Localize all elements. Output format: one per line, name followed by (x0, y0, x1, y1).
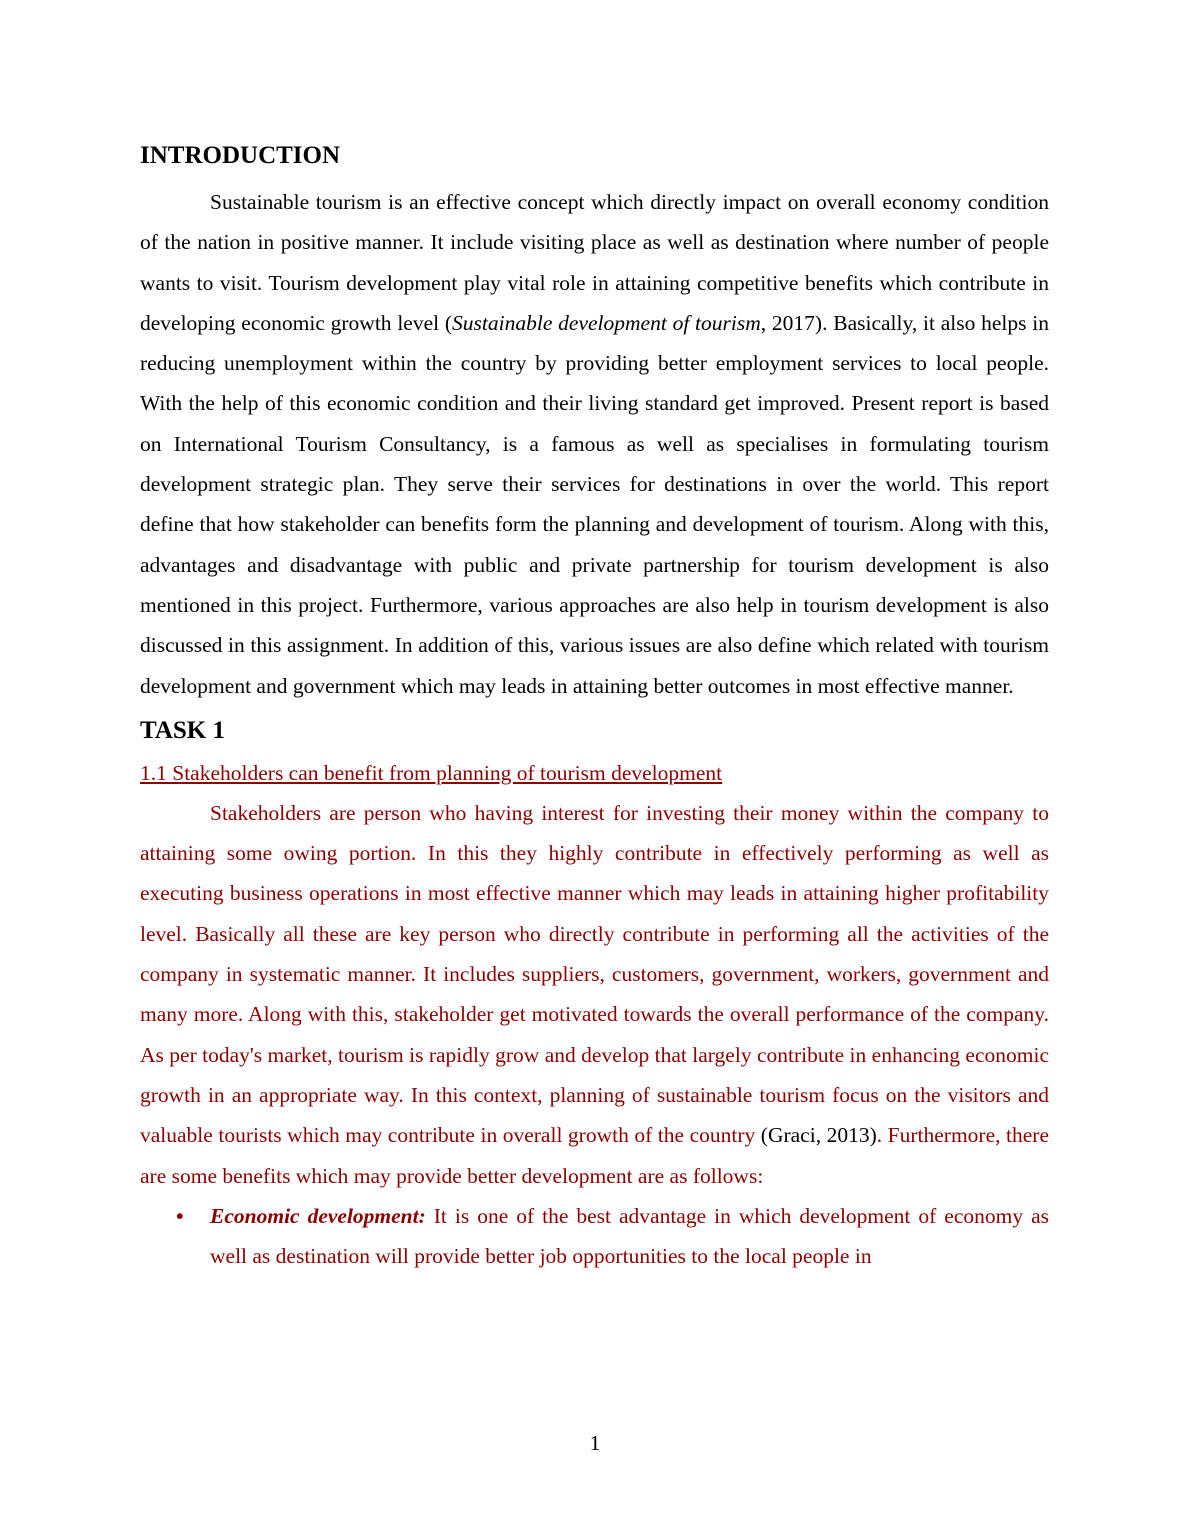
task1-heading: TASK 1 (140, 716, 225, 744)
introduction-citation: Sustainable development of tourism (452, 310, 761, 335)
introduction-text-part1: Sustainable tourism is an effective concept which directly impact on overall economy condition of the nation in positive manner. It include visiting place as well as destination where number of people wants to visit. Tourism development play vital role in attaining competitive benefits which contribute in developing economic growth level ( (140, 190, 1049, 335)
task1-subheading: 1.1 Stakeholders can benefit from planning of tourism development (140, 760, 723, 785)
bullet-icon: • (176, 1203, 184, 1228)
task1-citation: (Graci, 2013) (760, 1123, 877, 1148)
benefits-list (140, 1196, 1049, 1277)
bullet-text: It is one of the best advantage in which development of economy as well as destination will provide better job opportunities to the local people in (210, 1203, 1049, 1269)
bullet-title: Economic development: (210, 1203, 426, 1228)
task1-text-part1: Stakeholders are person who having interest for investing their money within the company to attaining some owing portion. In this they highly contribute in effectively performing as well as executing business operations in most effective manner which may leads in attaining higher profitability level. Basically all these are key person who directly contribute in performing all the activities of the company in systematic manner. It includes suppliers, customers, government, workers, government and many more. Along with this, stakeholder get motivated towards the overall performance of the company. As per today's market, tourism is rapidly grow and develop that largely contribute in enhancing economic growth in an appropriate way. In this context, planning of sustainable tourism focus on the visitors and valuable tourists which may contribute in overall growth of the country (140, 800, 1049, 1148)
task1-text-part2: . Furthermore, there are some benefits which may provide better development are as follows: (140, 1123, 1049, 1188)
task1-paragraph (140, 793, 1049, 1196)
introduction-paragraph (140, 182, 1049, 706)
page-number: 1 (589, 1431, 601, 1455)
document-page (140, 138, 1049, 1276)
list-item (140, 1196, 1049, 1277)
introduction-text-part2: , 2017). Basically, it also helps in reducing unemployment within the country by providing better employment services to local people. With the help of this economic condition and their living standard get improved. Present report is based on International Tourism Consultancy, is a famous as well as specialises in formulating tourism development strategic plan. They serve their services for destinations in over the world. This report define that how stakeholder can benefits form the planning and development of tourism. Along with this, advantages and disadvantage with public and private partnership for tourism development is also mentioned in this project. Furthermore, various approaches are also help in tourism development is also discussed in this assignment. In addition of this, various issues are also define which related with tourism development and government which may leads in attaining better outcomes in most effective manner. (140, 310, 1049, 698)
introduction-heading: INTRODUCTION (140, 142, 341, 169)
